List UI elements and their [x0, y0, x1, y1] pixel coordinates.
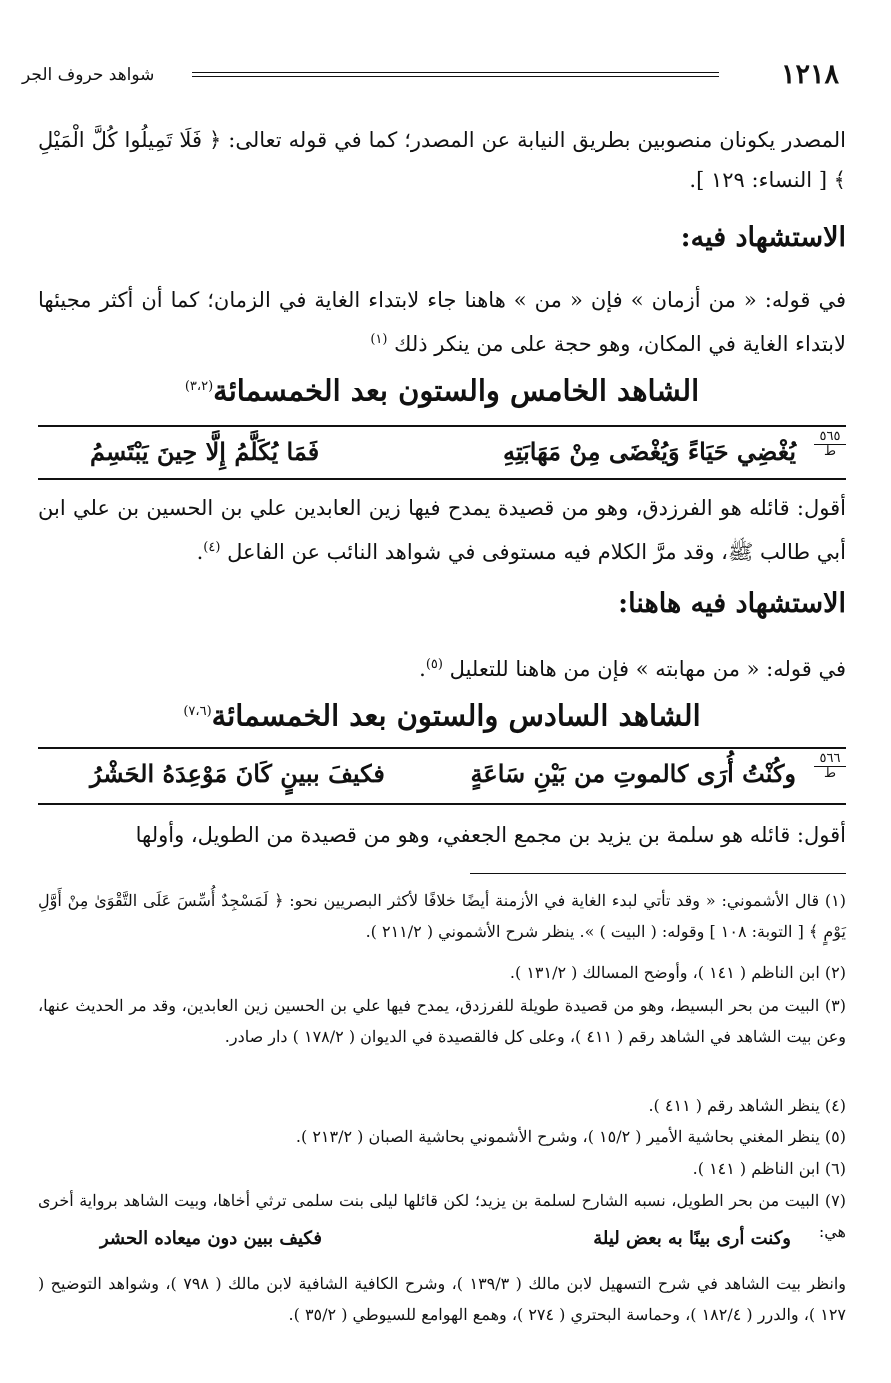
footnote-1: (١) قال الأشموني: « وقد تأتي لبدء الغاية في الأزمنة أيضًا خلافًا لأكثر البصريين نحو: ﴿ لَمَسْجِدٌ أُسِّسَ عَلَى التَّقْوَىٰ مِنْ أَوَّلِ يَوْمٍ ﴾ [ التوبة: ١٠٨ ] وقوله: ( البيت ) ». ينظر شرح الأشموني ( ٢١١/٢ ). [38, 891, 846, 941]
verse-565 [60, 430, 846, 474]
verse-rule [38, 425, 846, 427]
header-rule [192, 72, 719, 77]
verse-number [814, 430, 846, 459]
footnote-separator [470, 873, 846, 874]
verse-rule [38, 747, 846, 749]
commentary-text: أقول: قائله هو الفرزدق، وهو من قصيدة يمدح فيها زين العابدين علي بن الحسين بن علي ابن أبي طالب ﷺ، وقد مرَّ الكلام فيه مستوفى في شواهد النائب عن الفاعل [38, 496, 846, 564]
istishhad-paragraph-1 [38, 280, 846, 364]
verse-meter: ط [823, 766, 837, 781]
verse-rule [38, 803, 846, 805]
commentary-566: أقول: قائله هو سلمة بن يزيد بن مجمع الجعفي، وهو من قصيدة من الطويل، وأولها [135, 823, 846, 847]
footnote-verse [100, 1222, 791, 1256]
footnote-2: (٢) ابن الناظم ( ١٤١ )، وأوضح المسالك ( ١٣١/٢ ). [509, 963, 846, 982]
commentary-565: أقول: قائله هو الفرزدق، وهو من قصيدة يمدح فيها زين العابدين علي بن الحسين بن علي ابن أبي طالب ﷺ، وقد مرَّ الكلام فيه مستوفى في شواهد النائب عن الفاعل $^{(٤)}$. [38, 496, 846, 564]
footnote-verse-first-hemistich: وكنت أرى بينًا به بعض ليلة [593, 1228, 791, 1249]
verse-rule [38, 478, 846, 480]
footnote-7-continuation: وانظر بيت الشاهد في شرح التسهيل لابن مالك ( ١٣٩/٣ )، وشرح الكافية الشافية لابن مالك ( ٧٩٨ )، وشواهد التوضيح ( ١٢٧ )، والدرر ( ١٨٢/٤ )، وحماسة البحتري ( ٢٧٤ )، وهمع الهوامع للسيوطي ( ٣٥/٢ ). [38, 1274, 847, 1324]
footnote-verse-second-hemistich: فكيف ببين دون ميعاده الحشر [100, 1228, 322, 1249]
shahid-title-text: الشاهد السادس والستون بعد الخمسمائة [211, 698, 701, 733]
verse-second-hemistich: فكيفَ ببينٍ كَانَ مَوْعِدَهُ الحَشْرُ [90, 759, 385, 788]
footnote-7: (٧) البيت من بحر الطويل، نسبه الشارح لسلمة بن يزيد؛ لكن قائلها ليلى بنت سلمى ترثي أخاها، وبيت الشاهد برواية أخرى هي: [38, 1191, 847, 1241]
shahid-565-title [38, 365, 846, 413]
footnote-ref: (٧،٦) [183, 704, 212, 719]
footnote-3: (٣) البيت من بحر البسيط، وهو من قصيدة طويلة للفرزدق، يمدح فيها علي بن الحسين زين العابدين، وقد مر الحديث عنها، وعن بيت الشاهد في الشاهد رقم ( ٤١١ )، وعلى كل فالقصيدة في الديوان ( ١٧٨/٢ ) دار صادر. [38, 996, 846, 1046]
page-number: ١٢١٨ [780, 59, 839, 90]
verse-number [814, 752, 846, 781]
istishhad-paragraph-2: في قوله: « من مهابته » فإن من هاهنا للتعليل $^{(٥)}$. [419, 657, 846, 681]
running-header [22, 58, 839, 92]
footnote-ref: (٣،٢) [184, 379, 214, 394]
verse-meter: ط [823, 444, 837, 459]
istishhad-text-1: في قوله: « من أزمان » فإن « من » هاهنا جاء لابتداء الغاية في الزمان؛ كما أن أكثر مجيئها لابتداء الغاية في المكان، وهو حجة على من ينكر ذلك [38, 288, 846, 356]
footnote-ref: (٥) [425, 657, 443, 672]
intro-paragraph: المصدر يكونان منصوبين بطريق النيابة عن المصدر؛ كما في قوله تعالى: ﴿ فَلَا تَمِيلُوا كُلَّ الْمَيْلِ ﴾ [ النساء: ١٢٩ ]. [38, 128, 846, 192]
shahid-title-text: الشاهد الخامس والستون بعد الخمسمائة [213, 373, 700, 408]
verse-first-hemistich: يُغْضِي حَيَاءً وَيُغْضَى مِنْ مَهَابَتِهِ [503, 437, 796, 466]
shahid-566-title [38, 690, 846, 738]
footnote-ref: (١) [370, 332, 388, 347]
verse-first-hemistich: وكُنْتُ أُرَى كالموتِ من بَيْنِ سَاعَةٍ [470, 759, 796, 788]
istishhad-text-2: في قوله: « من مهابته » فإن من هاهنا للتعليل [449, 657, 846, 681]
running-title: شواهد حروف الجر [22, 65, 155, 85]
footnote-6: (٦) ابن الناظم ( ١٤١ ). [692, 1159, 846, 1178]
verse-number-value: ٥٦٥ [814, 430, 846, 445]
footnote-4: (٤) ينظر الشاهد رقم ( ٤١١ ). [648, 1096, 846, 1115]
verse-second-hemistich: فَمَا يُكَلَّمُ إِلَّا حِينَ يَبْتَسِمُ [90, 437, 320, 466]
footnote-ref: (٤) [203, 540, 221, 555]
verse-566 [60, 752, 846, 796]
istishhad-heading-1: الاستشهاد فيه: [680, 222, 846, 253]
footnote-5: (٥) ينظر المغني بحاشية الأمير ( ١٥/٢ )، وشرح الأشموني بحاشية الصبان ( ٢١٣/٢ ). [295, 1127, 846, 1146]
verse-number-value: ٥٦٦ [814, 752, 846, 767]
istishhad-heading-2: الاستشهاد فيه هاهنا: [618, 588, 846, 619]
